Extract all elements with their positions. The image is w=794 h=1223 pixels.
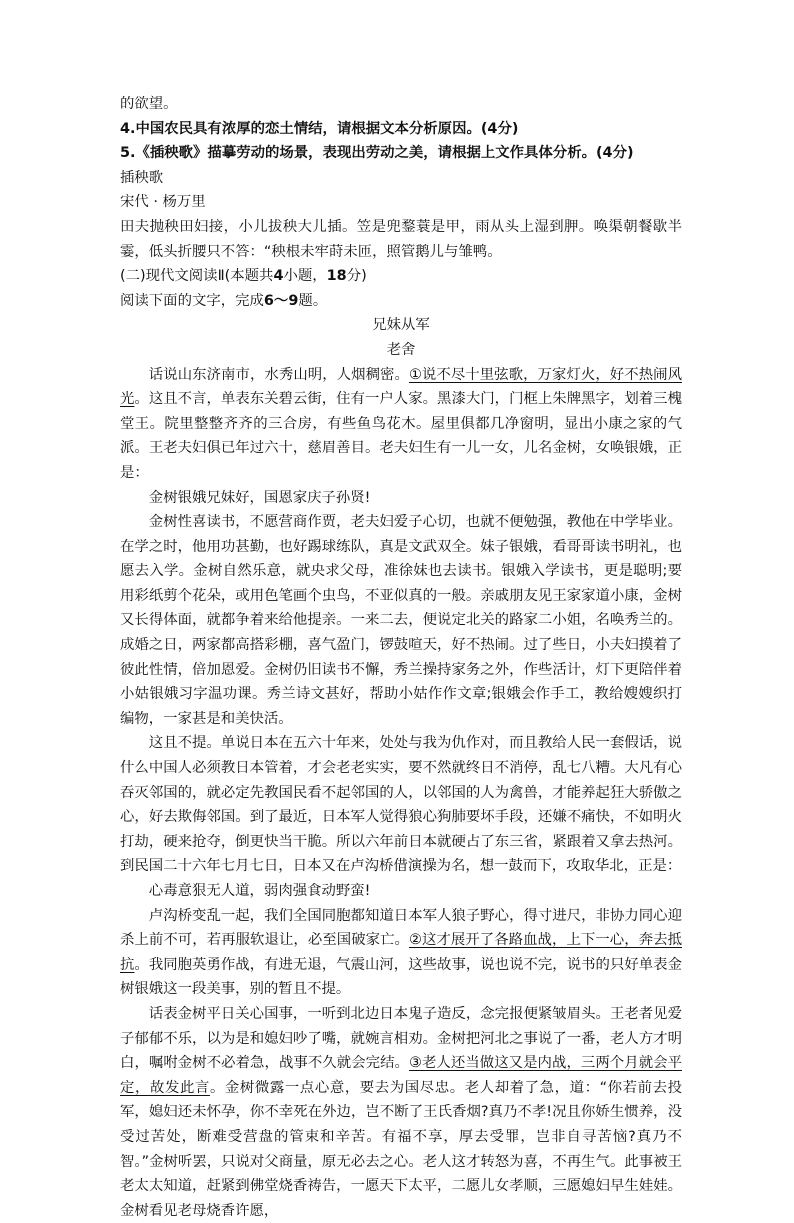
paragraph-text: 。金树微露一点心意，要去为国尽忠。老人却着了急，道：“你若前去投军，媳妇还未怀孕，你不幸死在外边，岂不断了王氏香烟?真乃不孝!况且你娇生惯养，没受过苦处，断难受营盘的管束和辛苦。有福不享，厚去受罪，岂非自寻苦恼?真乃不智。”金树听罢，只说对父商量，原无必去之心。老人这才转怒为喜，不再生气。此事被王老太太知道，赶紧到佛堂烧香祷告，一愿天下太平，二愿儿女孝顺，三愿媳妇早生娃娃。金树看见老母烧香许愿，	[120, 1079, 682, 1219]
paragraph-text: 卢沟桥变乱一起，我们全国同胞都知道日本军人狼子野心，得寸进尺，非协力同心迎杀上前不可，若再服软退让，必至国破家亡。	[120, 907, 682, 949]
underlined-sentence-3: ③老人还当做这又是内战，三两个月就会平定，故发此言	[120, 1055, 682, 1096]
story-title: 兄妹从军	[372, 317, 430, 334]
verse-1: 金树银娥兄妹好，国恩家庆子孙贤!	[148, 489, 371, 506]
underlined-sentence-1: ①说不尽十里弦歌，万家灯火，好不热闹风光	[120, 366, 682, 408]
document-page	[120, 92, 682, 1223]
story-author: 老舍	[386, 341, 416, 358]
section-heading-part: 小题，	[283, 268, 327, 285]
instructions-range: 6～9	[263, 292, 299, 309]
paragraph-text: 话说山东济南市，水秀山明，人烟稠密。	[148, 366, 409, 383]
poem-title: 插秧歌	[120, 169, 164, 186]
instructions-part: 题。	[298, 292, 328, 309]
story-paragraph-1	[120, 363, 682, 486]
paragraph-text: 话表金树平日关心国事，一听到北边日本鬼子造反，念完报便紧皱眉头。王老者见爱子郁郁不乐，以为是和媳妇吵了嘴，就婉言相劝。金树把河北之事说了一番，老人方才明白，嘱咐金树不必着急，战事不久就会完结。	[120, 1005, 682, 1072]
poem-author: 宋代 · 杨万里	[120, 194, 206, 211]
section-heading-score: 18	[326, 268, 347, 285]
instructions-part: 阅读下面的文字，完成	[120, 292, 264, 309]
story-paragraph-4	[120, 904, 682, 1002]
paragraph-text: 。这且不言，单表东关碧云街，住有一户人家。黑漆大门，门框上朱牌黑字，划着三槐堂王。院里整整齐齐的三合房，有些鱼鸟花木。屋里俱都几净窗明，显出小康之家的气派。王老夫妇俱已年过六十，慈眉善目。老夫妇生有一儿一女，儿名金树，女唤银娥，正是：	[120, 391, 682, 481]
section-heading	[120, 264, 682, 289]
question-4: 4.中国农民具有浓厚的恋土情结，请根据文本分析原因。(4分)	[120, 120, 519, 137]
story-paragraph-3: 这且不提。单说日本在五六十年来，处处与我为仇作对，而且教给人民一套假话，说什么中国人必须教日本管着，才会老老实实，要不然就终日不消停，乱七八糟。大凡有心吞灭邻国的，就必定先教国民看不起邻国的人，以邻国的人为禽兽，才能养起狂大骄傲之心，好去欺侮邻国。到了最近，日本军人觉得狼心狗肺要坏手段，还嫌不痛快，不如明火打劫，硬来抢夺，倒更快当干脆。所以六年前日本就硬占了东三省，紧跟着又拿去热河。到民国二十六年七月七日，日本又在卢沟桥借演操为名，想一鼓而下，攻取华北，正是：	[120, 735, 682, 875]
poem-text: 田夫抛秧田妇接，小儿拔秧大儿插。笠是兜鍪蓑是甲，雨从头上湿到胛。唤渠朝餐歇半霎，低头折腰只不答：“秧根未牢莳未匝，照管鹅儿与雏鸭。	[120, 218, 682, 260]
section-heading-part: 分)	[346, 268, 367, 285]
paragraph-text: 。我同胞英勇作战，有进无退，气震山河，这些故事，说也说不完，说书的只好单表金树银娥这一段美事，别的暂且不提。	[120, 956, 682, 998]
section-heading-part: (二)现代文阅读Ⅱ(本题共	[120, 268, 274, 285]
story-paragraph-2: 金树性喜读书，不愿营商作贾，老夫妇爱子心切，也就不便勉强，教他在中学毕业。在学之时，他用功甚勤，也好踢球练队，真是文武双全。妹子银娥，看哥哥读书明礼，也愿去入学。金树自然乐意，就央求父母，准徐妹也去读书。银娥入学读书，更是聪明;要用彩纸剪个花朵，或用色笔画个虫鸟，不亚似真的一般。亲戚朋友见王家家道小康，金树又长得体面，就都争着来给他提亲。一来二去，便说定北关的路家二小姐，名唤秀兰的。成婚之日，两家都高搭彩棚，喜气盈门，锣鼓喧天，好不热闹。过了些日，小夫妇摸着了彼此性情，倍加恩爱。金树仍旧读书不懈，秀兰操持家务之外，作些活计，灯下更陪伴着小姑银娥习字温功课。秀兰诗文甚好，帮助小姑作作文章;银娥会作手工，教给嫂嫂织打编物，一家甚是和美快活。	[120, 514, 682, 727]
underlined-sentence-2: ②这才展开了各路血战，上下一心，奔去抵抗	[120, 932, 682, 973]
section-heading-count: 4	[273, 268, 284, 285]
prev-text-ending: 的欲望。	[120, 96, 178, 112]
verse-2: 心毒意狠无人道，弱肉强食动野蛮!	[148, 883, 371, 899]
story-paragraph-5	[120, 1002, 682, 1223]
instructions	[120, 289, 682, 314]
question-5: 5.《插秧歌》描摹劳动的场景，表现出劳动之美，请根据上文作具体分析。(4分)	[120, 145, 634, 162]
